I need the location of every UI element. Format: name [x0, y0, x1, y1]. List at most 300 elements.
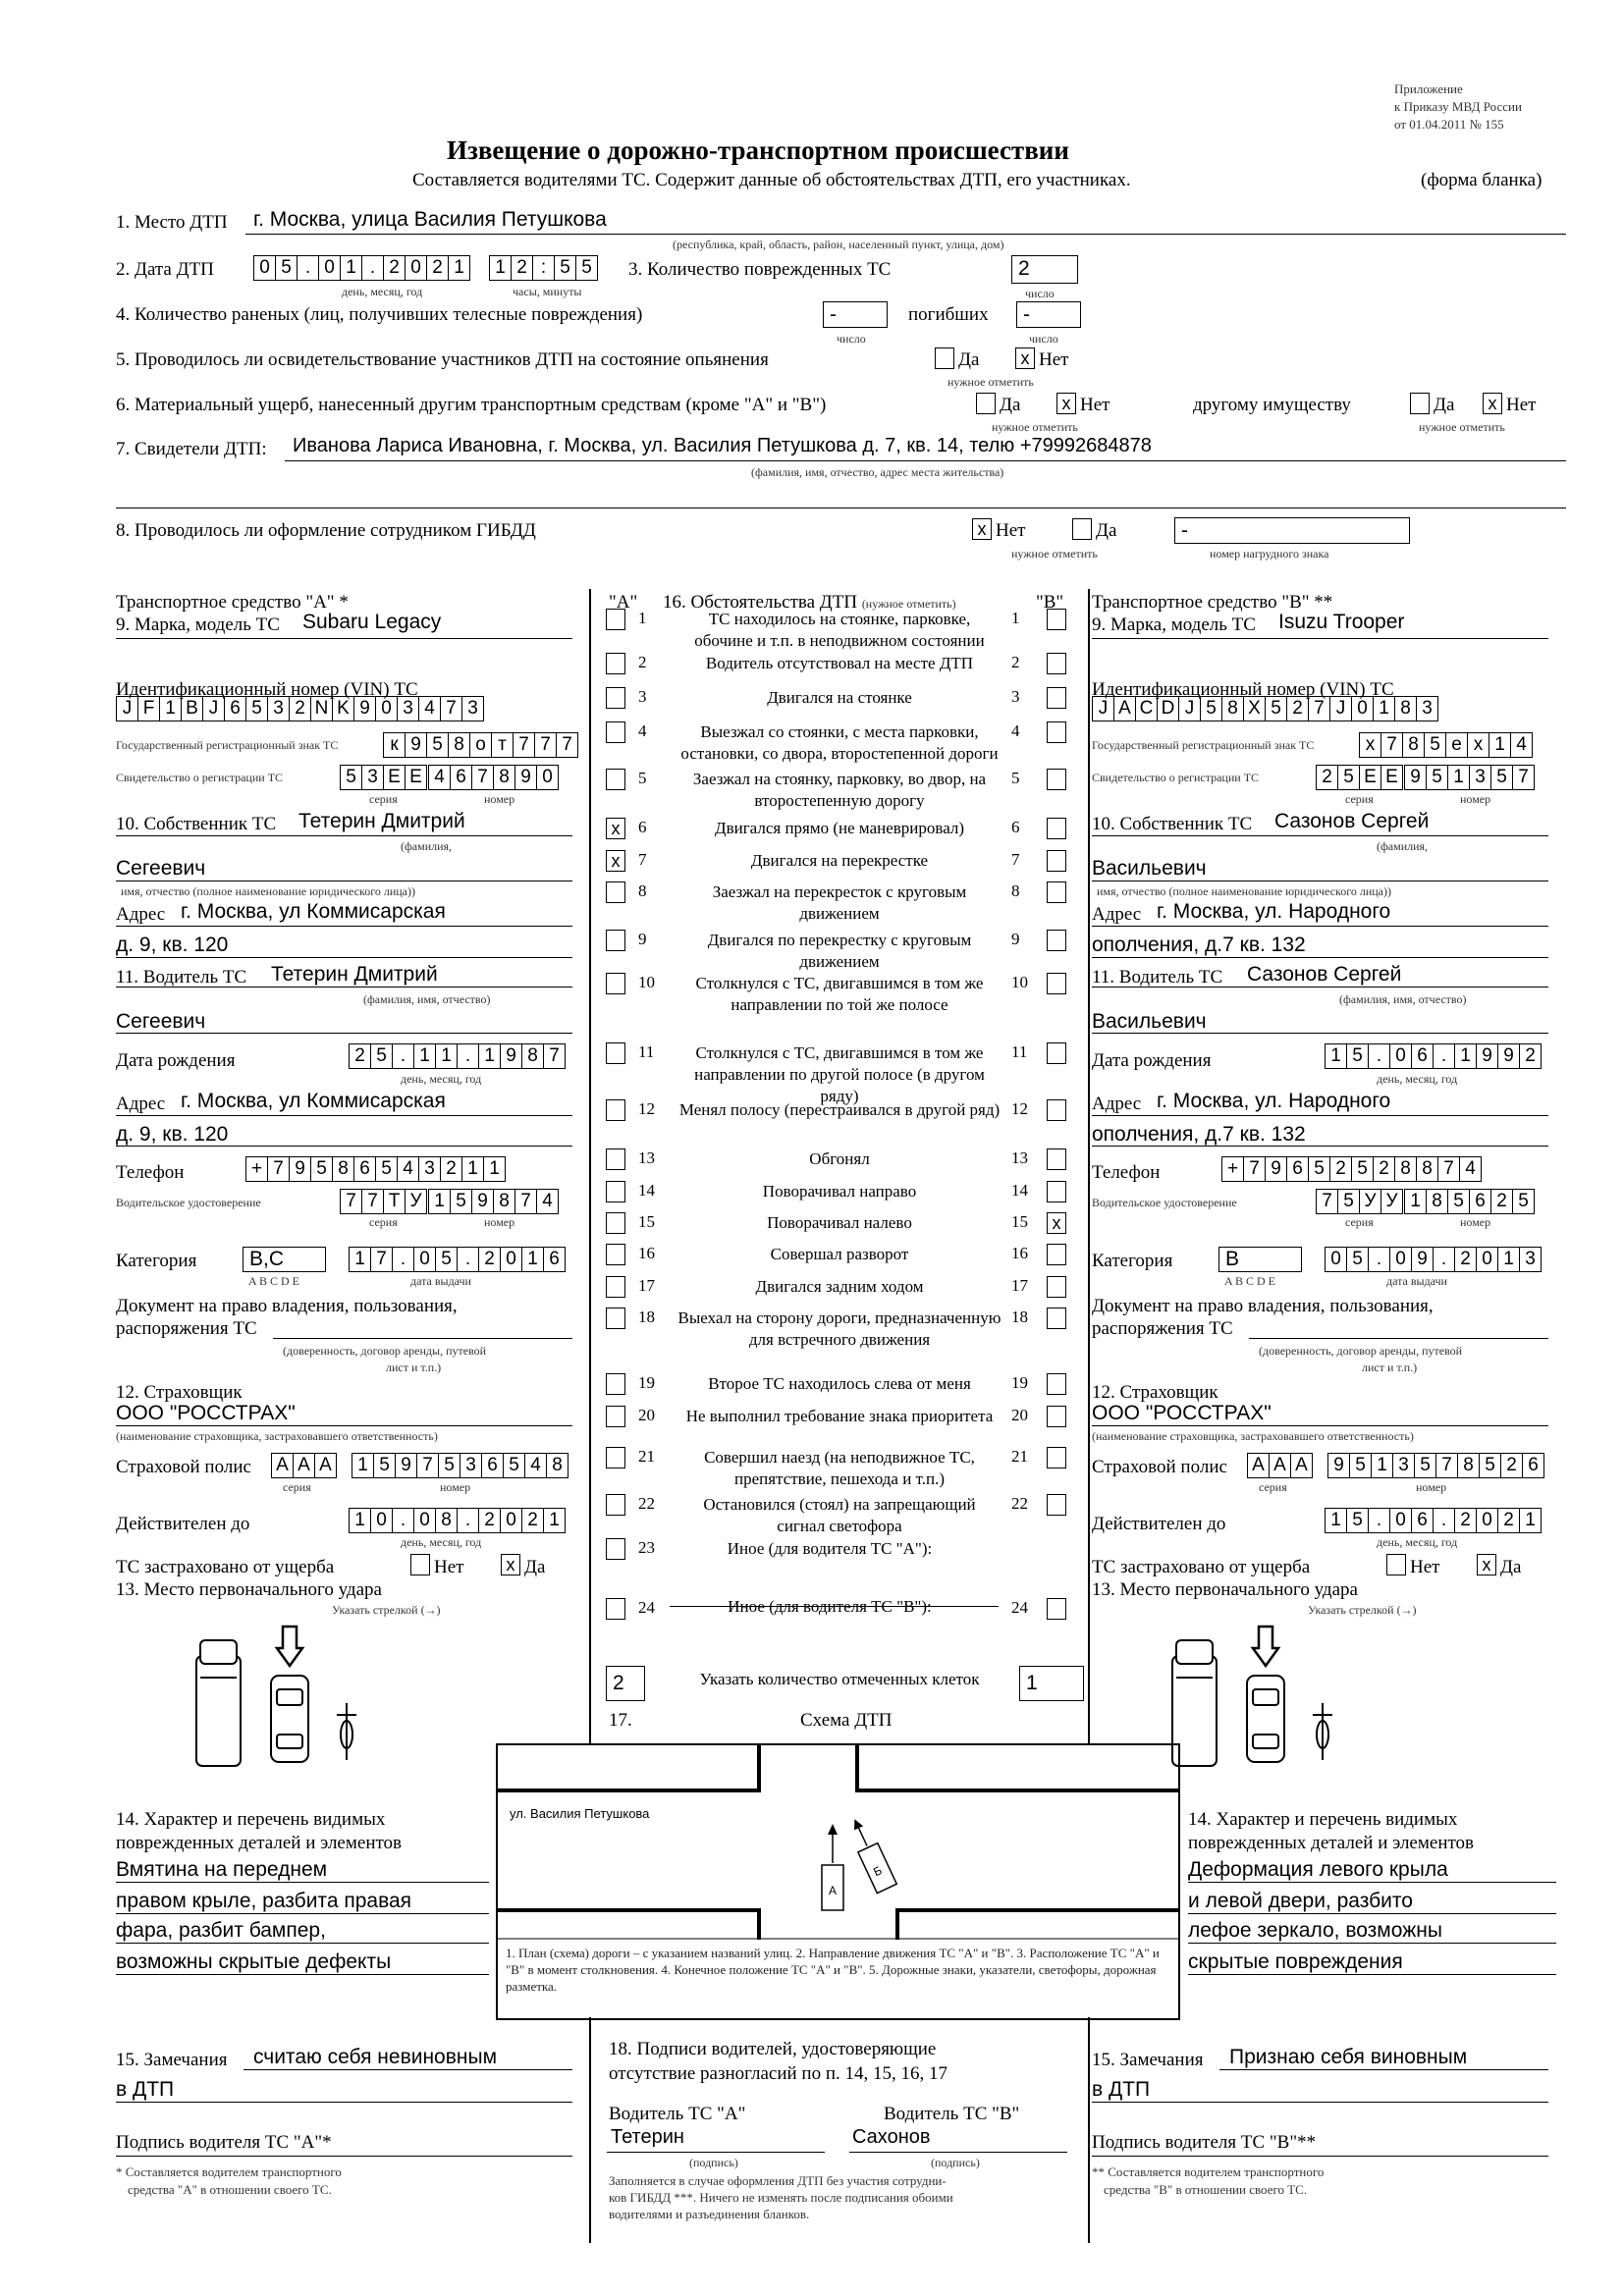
place-hint: (республика, край, область, район, населенный пункт, улица, дом): [673, 238, 1004, 251]
circ-8-b-checkbox[interactable]: [1047, 881, 1066, 903]
cell-char: 5: [1518, 1191, 1529, 1211]
cell-char: 5: [1448, 1190, 1470, 1213]
circ-3-number-a: 3: [638, 687, 647, 706]
birth-hint: день, месяц, год: [401, 1072, 482, 1086]
cell-char: А: [272, 1454, 294, 1477]
cell-char: 7: [441, 697, 462, 721]
gibdd-hint: нужное отметить: [1011, 547, 1098, 561]
circ-3-a-checkbox[interactable]: [606, 687, 625, 709]
circ-20-number-a: 20: [638, 1406, 655, 1424]
circ-4-text: Выезжал со стоянки, с места парковки, остановки, со двора, второстепенной дороги: [680, 722, 999, 763]
damage-other-yes-label: Да: [1000, 395, 1021, 415]
circ-14-b-checkbox[interactable]: [1047, 1181, 1066, 1202]
owner-name-1[interactable]: Тетерин Дмитрий: [298, 810, 465, 832]
driver-address-label: Адрес: [116, 1094, 166, 1114]
circ-14-a-checkbox[interactable]: [606, 1181, 625, 1202]
cell-char: 2: [1455, 1248, 1477, 1271]
category-label: Категория: [116, 1251, 197, 1271]
owner-address-label: Адрес: [1092, 904, 1142, 925]
appendix-line-1: Приложение: [1394, 81, 1463, 96]
cell-char: 8: [1417, 1157, 1438, 1181]
cell-char: 5: [555, 256, 576, 280]
cell-char: 9: [290, 1157, 311, 1181]
car-icon: [271, 1676, 308, 1762]
damage-other-hint: нужное отметить: [992, 420, 1078, 434]
insurer-value[interactable]: ООО "РОССТРАХ": [1092, 1402, 1272, 1424]
circ-2-a-checkbox[interactable]: [606, 653, 625, 674]
circ-21-a-checkbox[interactable]: [606, 1447, 625, 1468]
driver-name-2[interactable]: Васильевич: [1092, 1010, 1207, 1033]
witnesses-label: 7. Свидетели ДТП:: [116, 439, 267, 459]
category-field[interactable]: В,С: [243, 1247, 326, 1272]
cell-char: 7: [1309, 697, 1330, 721]
appendix-line-3: от 01.04.2011 № 155: [1394, 117, 1504, 132]
reg-cells[interactable]: [1359, 732, 1533, 758]
damage-insured-yes-checkbox[interactable]: x: [501, 1554, 520, 1575]
cell-char: .: [1434, 1248, 1455, 1271]
signature-a-value[interactable]: Тетерин: [611, 2126, 684, 2148]
circ-17-a-checkbox[interactable]: [606, 1276, 625, 1298]
cell-char: 1: [462, 1157, 484, 1181]
damage-line-2[interactable]: правом крыле, разбита правая: [116, 1890, 412, 1912]
circ-11-b-checkbox[interactable]: [1047, 1042, 1066, 1064]
circ-17-number-b: 17: [1011, 1276, 1028, 1295]
circ-7-b-checkbox[interactable]: [1047, 850, 1066, 872]
damage-list-label-1: 14. Характер и перечень видимых: [116, 1809, 386, 1830]
owner-address-1[interactable]: г. Москва, ул. Народного: [1157, 900, 1391, 923]
signature-b-value[interactable]: Сахонов: [852, 2126, 931, 2148]
circ-1-text: ТС находилось на стоянке, парковке, обочине и т.п. в неподвижном состоянии: [694, 610, 985, 650]
cell-char: 5: [1266, 697, 1287, 721]
gibdd-no-checkbox[interactable]: x: [972, 518, 992, 540]
circ-21-b-checkbox[interactable]: [1047, 1447, 1066, 1468]
injured-label: 4. Количество раненых (лиц, получивших телесные повреждения): [116, 304, 643, 325]
birth-cells[interactable]: [349, 1043, 566, 1069]
cert-number-cells[interactable]: [428, 765, 559, 790]
killed-field[interactable]: -: [1016, 301, 1081, 328]
owner-name-2[interactable]: Сегеевич: [116, 857, 206, 880]
license-number-cells[interactable]: [428, 1189, 559, 1214]
license-label: Водительское удостоверение: [1092, 1196, 1237, 1209]
cert-number-hint: номер: [484, 792, 515, 806]
owner-address-1[interactable]: г. Москва, ул Коммисарская: [181, 900, 446, 923]
cell-char: 5: [311, 1157, 333, 1181]
circ-18-b-checkbox[interactable]: [1047, 1308, 1066, 1329]
damage-property-no-label: Нет: [1506, 395, 1537, 415]
circ-9-number-a: 9: [638, 930, 647, 948]
circ-17-b-checkbox[interactable]: [1047, 1276, 1066, 1298]
circ-16-number-a: 16: [638, 1244, 655, 1262]
driver-address-label: Адрес: [1092, 1094, 1142, 1114]
circ-19-a-checkbox[interactable]: [606, 1373, 625, 1395]
phone-label: Телефон: [1092, 1162, 1161, 1183]
witnesses-value[interactable]: Иванова Лариса Ивановна, г. Москва, ул. Василия Петушкова д. 7, кв. 14, телю +79992684878: [293, 435, 1152, 456]
circ-23-a-checkbox[interactable]: [606, 1538, 625, 1560]
birth-cells[interactable]: [1325, 1043, 1542, 1069]
cell-char: о: [470, 733, 492, 757]
driver-hint: (фамилия, имя, отчество): [1339, 992, 1467, 1006]
cell-char: Е: [1385, 767, 1398, 787]
circ-12-b-checkbox[interactable]: [1047, 1099, 1066, 1121]
circ-6-a-checkbox[interactable]: x: [606, 818, 625, 839]
cert-series-cells[interactable]: [1316, 765, 1403, 790]
circ-2-b-checkbox[interactable]: [1047, 653, 1066, 674]
circ-18-a-checkbox[interactable]: [606, 1308, 625, 1329]
alcohol-no-checkbox[interactable]: x: [1015, 347, 1035, 369]
impact-label: 13. Место первоначального удара: [1092, 1579, 1358, 1600]
cell-char: 7: [1244, 1157, 1266, 1181]
cell-char: 2: [479, 1248, 501, 1271]
vin-label: Идентификационный номер (VIN) ТС: [1092, 679, 1394, 700]
cell-char: 5: [439, 1454, 460, 1477]
car-a-label: А: [829, 1884, 838, 1897]
circ-15-b-checkbox[interactable]: x: [1047, 1212, 1066, 1234]
cell-char: 5: [1347, 1044, 1369, 1068]
damage-line-3[interactable]: лефое зеркало, возможны: [1188, 1919, 1442, 1942]
remarks-label: 15. Замечания: [116, 2050, 228, 2070]
gibdd-label: 8. Проводилось ли оформление сотрудником ГИБДД: [116, 520, 536, 541]
cell-char: 8: [1458, 1454, 1480, 1477]
cell-char: 1: [160, 697, 182, 721]
circ-10-text: Столкнулся с ТС, двигавшимся в том же направлении по той же полосе: [695, 974, 984, 1014]
circ-22-b-checkbox[interactable]: [1047, 1494, 1066, 1516]
impact-hint: Указать стрелкой (→): [332, 1603, 441, 1617]
count-a-field[interactable]: 2: [606, 1666, 645, 1701]
impact-label: 13. Место первоначального удара: [116, 1579, 382, 1600]
policy-number-cells[interactable]: [1327, 1453, 1544, 1478]
category-field[interactable]: В: [1218, 1247, 1302, 1272]
cell-char: 2: [522, 1509, 544, 1532]
time-hint: часы, минуты: [513, 285, 582, 298]
category-date-hint: дата выдачи: [410, 1274, 471, 1288]
footnote-2: средства "А" в отношении своего ТС.: [128, 2182, 332, 2197]
phone-label: Телефон: [116, 1162, 185, 1183]
insurer-value[interactable]: ООО "РОССТРАХ": [116, 1402, 296, 1424]
cert-label: Свидетельство о регистрации ТС: [1092, 771, 1260, 784]
circ-24-number-a: 24: [638, 1598, 655, 1617]
phone-cells[interactable]: [245, 1156, 506, 1182]
circ-18-number-a: 18: [638, 1308, 655, 1326]
cell-char: 2: [1455, 1509, 1477, 1532]
owner-name-2[interactable]: Васильевич: [1092, 857, 1207, 880]
cell-char: 1: [522, 1248, 544, 1271]
circ-7-number-b: 7: [1011, 850, 1020, 869]
circ-20-number-b: 20: [1011, 1406, 1028, 1424]
circ-7-text: Двигался на перекрестке: [750, 851, 929, 870]
badge-hint: номер нагрудного знака: [1210, 547, 1329, 561]
signature-a-label: Водитель ТС "А": [609, 2104, 746, 2124]
impact-arrow-icon: [277, 1627, 302, 1666]
owner-hint: (фамилия,: [1377, 839, 1429, 853]
cert-series-cells[interactable]: [340, 765, 427, 790]
cell-char: D: [1158, 697, 1179, 721]
driver-hint: (фамилия, имя, отчество): [363, 992, 491, 1006]
cell-char: J: [1093, 697, 1114, 721]
cell-char: 7: [562, 734, 572, 755]
remarks-value-1[interactable]: считаю себя невиновным: [253, 2046, 498, 2068]
circ-20-b-checkbox[interactable]: [1047, 1406, 1066, 1427]
category-date-cells[interactable]: [349, 1247, 566, 1272]
cell-char: 9: [1266, 1157, 1287, 1181]
circ-2-text: Водитель отсутствовал на месте ДТП: [705, 654, 974, 672]
circ-1-a-checkbox[interactable]: [606, 609, 625, 630]
badge-number-field[interactable]: -: [1174, 517, 1410, 544]
driver-name-2[interactable]: Сегеевич: [116, 1010, 206, 1033]
damage-insured-no-checkbox[interactable]: [1386, 1554, 1406, 1575]
count-label: Указать количество отмеченных клеток: [699, 1670, 980, 1688]
damage-line-4[interactable]: скрытые повреждения: [1188, 1950, 1403, 1973]
damage-other-no-checkbox[interactable]: x: [1056, 393, 1076, 414]
cell-char: 3: [1525, 1249, 1536, 1269]
cell-char: 2: [290, 697, 311, 721]
cell-char: Е: [384, 766, 406, 789]
cell-char: J: [117, 697, 138, 721]
circ-24-a-checkbox[interactable]: [606, 1598, 625, 1620]
circ-20-a-checkbox[interactable]: [606, 1406, 625, 1427]
cert-number-cells[interactable]: [1404, 765, 1535, 790]
ownership-doc-label-1: Документ на право владения, пользования,: [116, 1296, 458, 1316]
cell-char: 0: [1390, 1509, 1412, 1532]
cell-char: А: [319, 1455, 332, 1475]
circ-10-a-checkbox[interactable]: [606, 973, 625, 994]
policy-number-cells[interactable]: [352, 1453, 568, 1478]
cell-char: .: [1434, 1044, 1455, 1068]
cell-char: 9: [501, 1044, 522, 1068]
circ-5-a-checkbox[interactable]: [606, 769, 625, 790]
remarks-value-2[interactable]: в ДТП: [1092, 2078, 1151, 2101]
col-a-header: "А": [609, 592, 638, 613]
cell-char: 0: [1477, 1248, 1498, 1271]
cell-char: 5: [504, 1454, 525, 1477]
cell-char: 9: [354, 697, 376, 721]
remarks-value-1[interactable]: Признаю себя виновным: [1229, 2046, 1468, 2068]
reg-cells[interactable]: [383, 732, 578, 758]
cell-char: 7: [535, 733, 557, 757]
driver-name-1[interactable]: Сазонов Сергей: [1247, 963, 1402, 986]
cell-char: 4: [525, 1454, 547, 1477]
owner-address-2[interactable]: ополчения, д.7 кв. 132: [1092, 934, 1306, 956]
remarks-value-2[interactable]: в ДТП: [116, 2078, 175, 2101]
circ-8-a-checkbox[interactable]: [606, 881, 625, 903]
cell-char: B: [182, 697, 203, 721]
cell-char: 7: [515, 1190, 537, 1213]
circ-4-b-checkbox[interactable]: [1047, 721, 1066, 743]
cell-char: 0: [414, 1248, 436, 1271]
circ-11-text: Столкнулся с ТС, двигавшимся в том же направлении по другой полосе (в другом ряду): [694, 1043, 985, 1105]
alcohol-yes-label: Да: [958, 349, 980, 370]
policy-series-cells[interactable]: [1247, 1453, 1313, 1478]
cell-char: 5: [1352, 1157, 1374, 1181]
cell-char: .: [393, 1044, 414, 1068]
circ-20-text: Не выполнил требование знака приоритета: [685, 1407, 994, 1425]
category-hint: A B C D E: [248, 1274, 300, 1288]
cell-char: 6: [482, 1454, 504, 1477]
cell-char: 7: [341, 1190, 362, 1213]
circ-13-a-checkbox[interactable]: [606, 1148, 625, 1170]
circ-3-b-checkbox[interactable]: [1047, 687, 1066, 709]
alcohol-yes-checkbox[interactable]: [935, 347, 954, 369]
driver-address-2[interactable]: д. 9, кв. 120: [116, 1123, 229, 1146]
cell-char: 1: [1489, 733, 1511, 757]
circ-15-a-checkbox[interactable]: [606, 1212, 625, 1234]
cell-char: 3: [419, 1157, 441, 1181]
driver-name-1[interactable]: Тетерин Дмитрий: [271, 963, 438, 986]
circ-4-a-checkbox[interactable]: [606, 721, 625, 743]
impact-arrow-icon: [1253, 1627, 1278, 1666]
cell-char: 0: [254, 256, 276, 280]
circ-13-b-checkbox[interactable]: [1047, 1148, 1066, 1170]
cell-char: 3: [1470, 766, 1491, 789]
phone-cells[interactable]: [1221, 1156, 1482, 1182]
killed-label: погибших: [908, 304, 989, 325]
policy-label: Страховой полис: [116, 1457, 251, 1477]
driver-address-1[interactable]: г. Москва, ул. Народного: [1157, 1090, 1391, 1112]
cell-char: 0: [319, 256, 341, 280]
reg-label: Государственный регистрационный знак ТС: [116, 738, 339, 752]
circ-11-a-checkbox[interactable]: [606, 1042, 625, 1064]
cell-char: 3: [467, 698, 478, 719]
cell-char: 2: [1498, 1509, 1520, 1532]
insurer-label: 12. Страховщик: [116, 1382, 243, 1403]
cell-char: C: [1136, 697, 1158, 721]
circ-6-text: Двигался прямо (не маневрировал): [714, 819, 965, 837]
remarks-label: 15. Замечания: [1092, 2050, 1204, 2070]
valid-cells[interactable]: [349, 1508, 566, 1533]
road-bottom-edge: [497, 1910, 1178, 1940]
cell-char: 9: [1412, 1248, 1434, 1271]
page-subtitle: Составляется водителями ТС. Содержит данные об обстоятельствах ДТП, его участниках.: [412, 170, 1131, 190]
cell-char: 2: [427, 256, 449, 280]
cell-char: 1: [479, 1044, 501, 1068]
ownership-doc-hint-1: (доверенность, договор аренды, путевой: [1259, 1344, 1463, 1358]
cell-char: 2: [1491, 1190, 1513, 1213]
license-series-cells[interactable]: [1316, 1189, 1403, 1214]
circ-16-b-checkbox[interactable]: [1047, 1244, 1066, 1265]
driver-address-1[interactable]: г. Москва, ул Коммисарская: [181, 1090, 446, 1112]
circ-5-b-checkbox[interactable]: [1047, 769, 1066, 790]
cell-char: 1: [1372, 1454, 1393, 1477]
injured-field[interactable]: -: [823, 301, 888, 328]
cell-char: 3: [362, 766, 384, 789]
circ-5-number-a: 5: [638, 769, 647, 787]
ownership-doc-hint-1: (доверенность, договор аренды, путевой: [283, 1344, 487, 1358]
model-value[interactable]: Isuzu Trooper: [1278, 611, 1405, 633]
circ-7-a-checkbox[interactable]: x: [606, 850, 625, 872]
cell-char: 5: [1309, 1157, 1330, 1181]
owner-name-1[interactable]: Сазонов Сергей: [1274, 810, 1430, 832]
cell-char: 7: [1436, 1454, 1458, 1477]
cell-char: 5: [1415, 1454, 1436, 1477]
count-b-field[interactable]: 1: [1019, 1666, 1084, 1701]
driver-address-2[interactable]: ополчения, д.7 кв. 132: [1092, 1123, 1306, 1146]
cell-char: 1: [1405, 1190, 1427, 1213]
cell-char: 7: [549, 1045, 560, 1066]
circ-2-number-b: 2: [1011, 653, 1020, 671]
damage-line-2[interactable]: и левой двери, разбито: [1188, 1890, 1413, 1912]
cell-char: 5: [1347, 1509, 1369, 1532]
circ-16-a-checkbox[interactable]: [606, 1244, 625, 1265]
cell-char: .: [362, 256, 384, 280]
signature-b-label: Водитель ТС "В": [884, 2104, 1020, 2124]
vehicle-header: Транспортное средство "А" *: [116, 592, 349, 613]
damage-line-4[interactable]: возможны скрытые дефекты: [116, 1950, 392, 1973]
valid-hint: день, месяц, год: [1377, 1535, 1458, 1549]
cell-char: 0: [371, 1509, 393, 1532]
license-series-cells[interactable]: [340, 1189, 427, 1214]
circ-16-number-b: 16: [1011, 1244, 1028, 1262]
cell-char: А: [1248, 1454, 1270, 1477]
circ-6-b-checkbox[interactable]: [1047, 818, 1066, 839]
category-hint: A B C D E: [1224, 1274, 1276, 1288]
cell-char: 6: [1412, 1044, 1434, 1068]
model-value[interactable]: Subaru Legacy: [302, 611, 442, 633]
place-value[interactable]: г. Москва, улица Василия Петушкова: [253, 208, 607, 231]
vin-cells[interactable]: [116, 696, 484, 721]
policy-series-cells[interactable]: [271, 1453, 337, 1478]
license-number-cells[interactable]: [1404, 1189, 1535, 1214]
car-b-marker: [844, 1815, 896, 1894]
cell-char: .: [1369, 1044, 1390, 1068]
circ-8-text: Заезжал на перекресток с круговым движением: [712, 882, 967, 923]
cert-number-hint: номер: [1460, 792, 1491, 806]
cell-char: 2: [1374, 1157, 1395, 1181]
cell-char: к: [384, 733, 406, 757]
alcohol-test-label: 5. Проводилось ли освидетельствование участников ДТП на состояние опьянения: [116, 349, 769, 370]
damage-property-no-checkbox[interactable]: x: [1483, 393, 1502, 414]
form-note: (форма бланка): [1421, 170, 1543, 190]
circ-13-number-b: 13: [1011, 1148, 1028, 1167]
circ-19-b-checkbox[interactable]: [1047, 1373, 1066, 1395]
damage-line-3[interactable]: фара, разбит бампер,: [116, 1919, 326, 1942]
circ-22-a-checkbox[interactable]: [606, 1494, 625, 1516]
circ-19-number-b: 19: [1011, 1373, 1028, 1392]
cell-char: 5: [1425, 733, 1446, 757]
circ-11-number-b: 11: [1011, 1042, 1028, 1061]
cell-char: 5: [451, 1190, 472, 1213]
signatures-note: Заполняется в случае оформления ДТП без участия сотрудни- ков ГИБДД ***. Ничего не изменять после подписания обоими водителями и разъединения бланков.: [609, 2173, 953, 2221]
cell-char: 5: [1201, 697, 1222, 721]
owner-address-2[interactable]: д. 9, кв. 120: [116, 934, 229, 956]
cell-char: 5: [1347, 1248, 1369, 1271]
damage-insured-no-checkbox[interactable]: [410, 1554, 430, 1575]
damaged-count-field[interactable]: 2: [1011, 255, 1078, 284]
car-b-arrow-icon: [850, 1817, 863, 1830]
cell-char: 3: [1393, 1454, 1415, 1477]
cell-char: 8: [1403, 733, 1425, 757]
circ-1-b-checkbox[interactable]: [1047, 609, 1066, 630]
damaged-count-label: 3. Количество поврежденных ТС: [628, 259, 892, 280]
vin-cells[interactable]: [1092, 696, 1438, 721]
cell-char: .: [298, 256, 319, 280]
circ-12-a-checkbox[interactable]: [606, 1099, 625, 1121]
damage-line-1[interactable]: Деформация левого крыла: [1188, 1858, 1448, 1881]
cell-char: X: [1244, 697, 1266, 721]
circ-9-b-checkbox[interactable]: [1047, 930, 1066, 951]
circ-24-b-checkbox[interactable]: [1047, 1598, 1066, 1620]
circ-10-b-checkbox[interactable]: [1047, 973, 1066, 994]
cell-char: 1: [1525, 1510, 1536, 1530]
circ-9-a-checkbox[interactable]: [606, 930, 625, 951]
valid-cells[interactable]: [1325, 1508, 1542, 1533]
circ-23-number-a: 23: [638, 1538, 655, 1557]
circ-1-number-a: 1: [638, 609, 647, 627]
cell-char: 5: [1338, 1190, 1360, 1213]
category-date-cells[interactable]: [1325, 1247, 1542, 1272]
cell-char: 0: [1352, 697, 1374, 721]
damage-insured-yes-checkbox[interactable]: x: [1477, 1554, 1496, 1575]
cell-char: 6: [1412, 1509, 1434, 1532]
damage-line-1[interactable]: Вмятина на переднем: [116, 1858, 328, 1881]
